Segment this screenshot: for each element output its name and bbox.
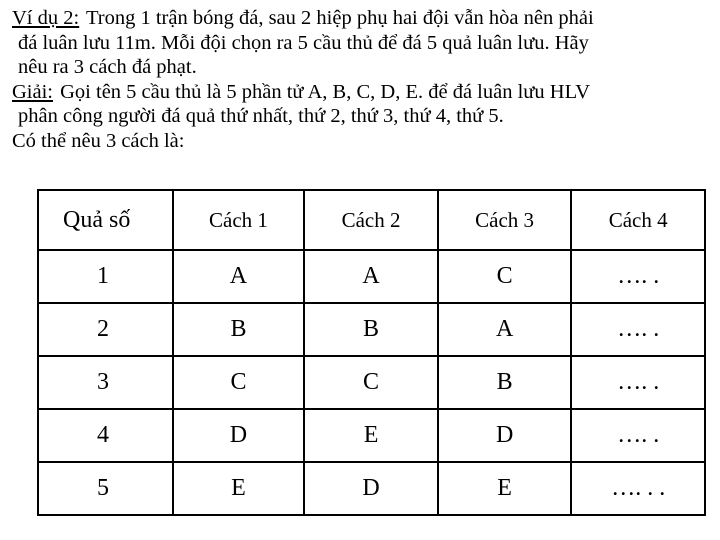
table-cell: B	[304, 303, 438, 356]
problem-text-1: Trong 1 trận bóng đá, sau 2 hiệp phụ hai đội vẫn hòa nên phải	[85, 7, 594, 29]
table-cell: D	[438, 409, 572, 462]
table-header-row	[38, 190, 705, 250]
table-cell: C	[304, 356, 438, 409]
table-cell: D	[304, 462, 438, 515]
header-cach-1: Cách 1	[173, 190, 305, 250]
solution-text-1: Gọi tên 5 cầu thủ là 5 phần tử A, B, C, D, E. để đá luân lưu HLV	[60, 80, 591, 103]
table-cell: A	[438, 303, 572, 356]
solution-line-2: phân công người đá quả thứ nhất, thứ 2, thứ 3, thứ 4, thứ 5.	[18, 105, 504, 127]
table-cell: E	[438, 462, 572, 515]
table-cell: 4	[38, 409, 173, 462]
table-cell: E	[173, 462, 305, 515]
table-cell: 5	[38, 462, 173, 515]
table-cell: …. .	[571, 250, 705, 303]
problem-line-1	[12, 6, 712, 31]
penalty-order-table	[37, 189, 706, 516]
table-cell: A	[173, 250, 305, 303]
table-cell: C	[438, 250, 572, 303]
table-cell: B	[438, 356, 572, 409]
solution-label: Giải:	[12, 80, 53, 103]
table-row	[38, 462, 705, 515]
table-cell: 3	[38, 356, 173, 409]
header-cach-3: Cách 3	[438, 190, 572, 250]
header-qua-so: Quả số	[38, 190, 173, 250]
table-cell: D	[173, 409, 305, 462]
table-cell: …. .	[571, 303, 705, 356]
table-row	[38, 303, 705, 356]
table-cell: B	[173, 303, 305, 356]
table-cell: …. . .	[571, 462, 705, 515]
table-cell: 1	[38, 250, 173, 303]
header-cach-2: Cách 2	[304, 190, 438, 250]
table-cell: A	[304, 250, 438, 303]
table-cell: 2	[38, 303, 173, 356]
document-text	[12, 6, 712, 153]
header-cach-4: Cách 4	[571, 190, 705, 250]
problem-label: Ví dụ 2:	[12, 7, 80, 29]
solution-line-3: Có thể nêu 3 cách là:	[12, 129, 185, 152]
solution-line-1	[12, 80, 712, 105]
table-cell: …. .	[571, 356, 705, 409]
table-row	[38, 409, 705, 462]
problem-line-2: đá luân lưu 11m. Mỗi đội chọn ra 5 cầu thủ để đá 5 quả luân lưu. Hãy	[18, 31, 589, 54]
table-cell: …. .	[571, 409, 705, 462]
table-cell: E	[304, 409, 438, 462]
table-cell: C	[173, 356, 305, 409]
table-row	[38, 250, 705, 303]
table-row	[38, 356, 705, 409]
problem-line-3: nêu ra 3 cách đá phạt.	[18, 56, 197, 78]
